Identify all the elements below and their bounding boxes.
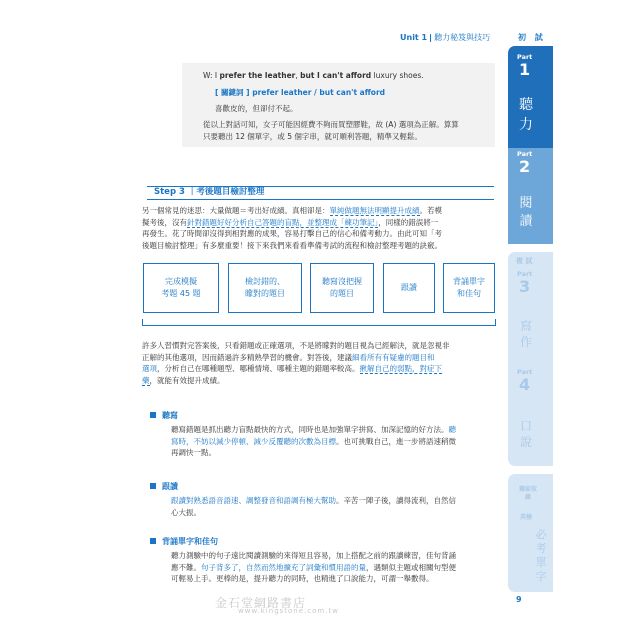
tab2-part-label: Part: [517, 150, 533, 158]
section-shadowing-body: 跟讀對熟悉語音語速、調整發音和語調有極大幫助。辛苦一陣子後，讀得流利，自然信 心大振。: [171, 496, 456, 517]
tab2-name: 閱讀: [519, 196, 533, 229]
flow-step-1: 完成模擬 考題 45 題: [143, 263, 219, 313]
flow-bracket: [142, 319, 496, 326]
page-number: 9: [516, 595, 522, 604]
vocab-name: 必考單字: [535, 528, 547, 583]
section-shadowing-title: 跟讀: [150, 481, 178, 492]
step3-title: Step 3 ｜考後題目檢討整理: [154, 187, 265, 197]
unit-label: Unit 1: [400, 33, 428, 42]
vocab-gept-label: 英檢: [519, 514, 532, 521]
flow-step-4: 跟讀: [383, 263, 435, 313]
tab4-name: 口說: [519, 419, 532, 449]
square-bullet-icon: [150, 483, 156, 489]
section-dictation-title: 聽寫: [150, 410, 178, 421]
section-vocab-title: 背誦單字和佳句: [150, 536, 218, 547]
explanation-line-2: 只要聽出 12 個單字，或 5 個字串，就可順利答題，精準又輕鬆。: [203, 132, 422, 141]
keyword-line: [ 關鍵詞 ] prefer leather / but can't afford: [215, 88, 386, 97]
tab3-number: 3: [519, 277, 531, 296]
tab2-number: 2: [519, 157, 531, 176]
running-header: [400, 32, 490, 43]
intro-paragraph: 另一個常見的迷思：大量做題＝考出好成績。真相卻是：單純做題無法明顯提升成績。若模 擬考後，沒有針對錯題好好分析自己答題的盲點，並整理成「練功筆記」，同樣的錯誤將一 再發生。花了時間卻沒得到相對應的成果，容易打擊自己的信心和備考動力。由此可知「考 後題目檢討整理」有多麼重要！接下來我們來看看準備考試的流程和檢討整理考題的訣竅。: [142, 206, 442, 250]
tab3-part-label: Part: [517, 270, 533, 278]
tab4-part-label: Part: [517, 368, 533, 376]
translation: 喜歡皮的，但卻付不起。: [215, 104, 298, 113]
square-bullet-icon: [150, 412, 156, 418]
tab1-part-label: Part: [517, 53, 533, 61]
flow-step-2: 檢討錯的、 矇對的題目: [228, 263, 302, 313]
review-paragraph: 許多人習慣對完答案後，只看錯題或正確選項，不是將矇對的題目視為已經解決，就是忽視非 正解的其他選項，因而錯過許多精熟學習的機會。對答後，建議細看所有有疑慮的題目和 選項，分析自己在哪種題型、哪種情境、哪種主題的錯題率較高。揪解自己的弱點，對症下 藥，就能有效提升成績。: [142, 341, 450, 385]
section-dictation-body: 聽寫錯題是抓出聽力盲點最快的方式，同時也是加強單字拼寫、加深記憶的好方法。聽 寫時，不妨以減少停頓、減少反覆聽的次數為目標。也可挑戰自己，進一步將語速稍微 再調快一點。: [171, 425, 456, 457]
section-vocab-body: 聽力測驗中的句子遠比閱讀測驗的來得短且容易，加上搭配之前的跟讀練習，佳句背誦 應不難。句子背多了，自然而然地擴充了詞彙和慣用語的量，遇類似主題或相關句型便 可輕易上手。更棒的是，提升聽力的同時，也精進了口說能力，可謂一舉數得。: [171, 551, 456, 583]
explanation-line-1: 從以上對話可知，女子可能因經費不夠而買塑膠鞋，故 (A) 選項為正解。算算: [203, 120, 459, 129]
example-dialogue: W: I prefer the leather, but I can't afford luxury shoes.: [203, 71, 424, 80]
flow-step-3: 聽寫沒把握 的題目: [310, 263, 374, 313]
watermark: 金石堂網路書店: [215, 596, 307, 610]
step-heading-rule-bottom: [147, 199, 494, 200]
watermark-url: www.kingstone.com.tw: [238, 607, 339, 615]
tab1-name: 聽力: [519, 97, 533, 133]
tab3-name: 寫作: [519, 319, 532, 349]
vocab-exclusive-label: 獨家收錄: [518, 486, 537, 501]
section-label: 初 試: [518, 33, 546, 42]
header-divider: [430, 34, 431, 42]
tab1-number: 1: [519, 60, 531, 79]
unit-title: 聽力秘笈與技巧: [434, 33, 491, 42]
fu-shi-label: 複 試: [516, 257, 533, 265]
flow-step-5: 背誦單字 和佳句: [443, 263, 495, 313]
square-bullet-icon: [150, 538, 156, 544]
tab4-number: 4: [519, 375, 531, 394]
